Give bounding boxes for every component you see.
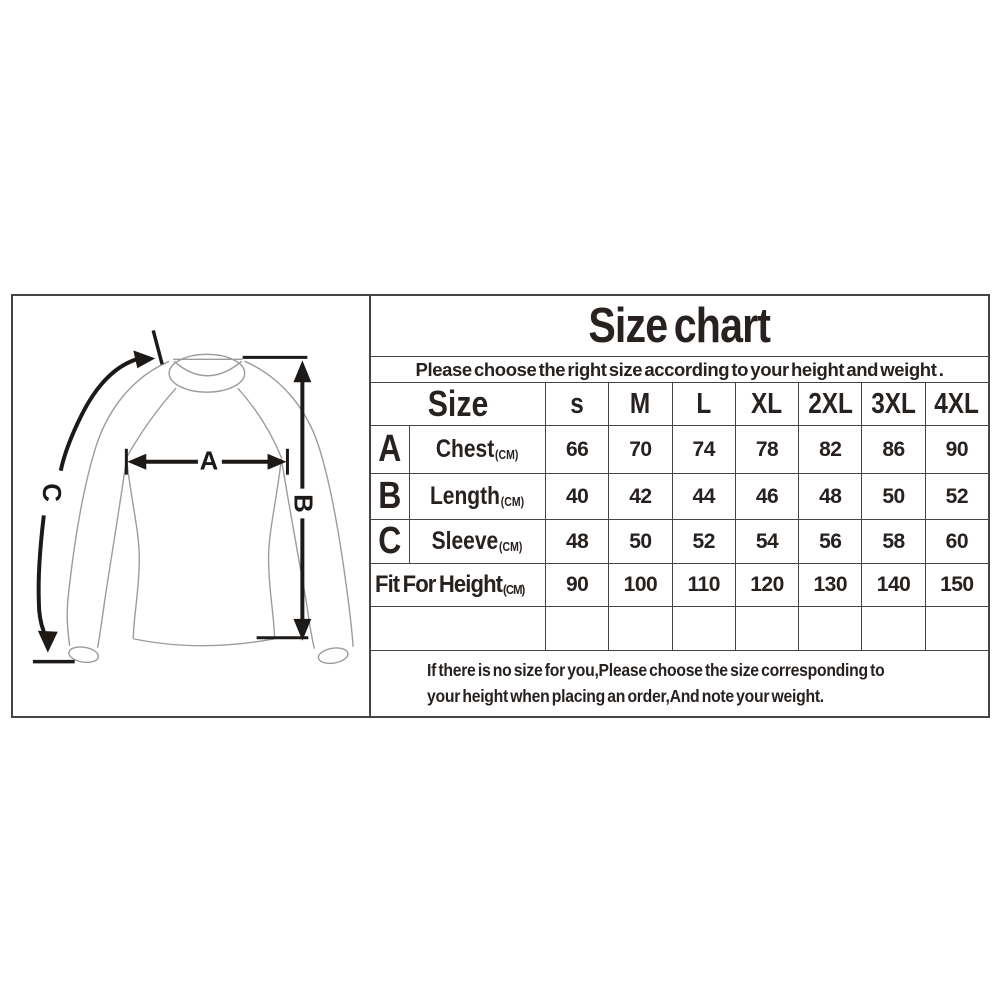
sleeve-left-outer	[67, 361, 169, 645]
table-subtitle-row	[371, 357, 988, 383]
chest-value-3xl: 86	[861, 426, 924, 473]
sleeve-value-l: 52	[672, 520, 735, 563]
empty-cell	[861, 607, 924, 650]
body-right-edge	[269, 458, 282, 639]
table-row-empty	[371, 607, 988, 651]
fit-value-3xl: 140	[861, 564, 924, 606]
row-label-length: Length (CM)	[409, 474, 545, 519]
table-row-fit-height	[371, 564, 988, 607]
fit-value-4xl: 150	[925, 564, 988, 606]
table-title: Size chart	[588, 299, 771, 353]
table-row-length	[371, 474, 988, 520]
length-value-4xl: 52	[925, 474, 988, 519]
length-value-xl: 46	[735, 474, 798, 519]
sleeve-value-m: 50	[608, 520, 671, 563]
unit-cm: (CM)	[501, 495, 525, 509]
raglan-seam-left	[126, 388, 176, 458]
sleeve-value-4xl: 60	[925, 520, 988, 563]
c-curve-lower	[39, 515, 44, 631]
header-size-3xl: 3XL	[861, 383, 924, 425]
row-letter-c: C	[378, 520, 402, 562]
empty-cell	[798, 607, 861, 650]
table-title-row	[371, 296, 988, 357]
length-value-3xl: 50	[861, 474, 924, 519]
measurement-label-c: C	[36, 483, 65, 502]
row-letter-b: B	[378, 475, 402, 517]
header-size-m: M	[608, 383, 671, 425]
empty-cell	[545, 607, 608, 650]
table-subtitle: Please choose the right size according to your height and weight .	[415, 358, 944, 380]
unit-cm: (CM)	[495, 448, 519, 462]
empty-cell	[735, 607, 798, 650]
header-size-s: s	[545, 383, 608, 425]
chest-value-s: 66	[545, 426, 608, 473]
fit-value-2xl: 130	[798, 564, 861, 606]
a-arrowhead-left	[127, 454, 146, 470]
sleeve-value-3xl: 58	[861, 520, 924, 563]
chest-value-2xl: 82	[798, 426, 861, 473]
row-label-fit-for-height: Fit For Height (CM)	[375, 571, 525, 598]
length-value-m: 42	[608, 474, 671, 519]
header-size-xl: XL	[735, 383, 798, 425]
table-footer-note	[371, 651, 988, 716]
fit-value-l: 110	[672, 564, 735, 606]
collar-inner-band	[174, 361, 242, 375]
table-row-chest	[371, 426, 988, 474]
shirt-measurement-diagram	[13, 296, 371, 716]
sleeve-value-xl: 54	[735, 520, 798, 563]
empty-cell	[608, 607, 671, 650]
measurement-label-a: A	[199, 447, 219, 476]
row-label-sleeve: Sleeve (CM)	[409, 520, 545, 563]
length-value-s: 40	[545, 474, 608, 519]
size-column-header: Size	[427, 383, 489, 424]
fit-value-s: 90	[545, 564, 608, 606]
fit-value-m: 100	[608, 564, 671, 606]
empty-cell	[672, 607, 735, 650]
row-label-chest: Chest (CM)	[409, 426, 545, 473]
chest-value-m: 70	[608, 426, 671, 473]
cuff-right	[317, 646, 349, 665]
length-value-l: 44	[672, 474, 735, 519]
body-left-edge	[126, 458, 139, 639]
chest-value-4xl: 90	[925, 426, 988, 473]
table-row-sleeve	[371, 520, 988, 564]
size-table	[371, 296, 988, 716]
unit-cm: (CM)	[503, 583, 525, 597]
b-arrowhead-up	[293, 360, 311, 382]
chest-value-l: 74	[672, 426, 735, 473]
c-arrowhead-down	[38, 631, 58, 653]
a-arrowhead-right	[268, 454, 287, 470]
header-size-l: L	[672, 383, 735, 425]
c-arrowhead-upper	[133, 350, 155, 368]
empty-cell	[371, 607, 545, 650]
table-header-row	[371, 383, 988, 426]
sleeve-value-2xl: 56	[798, 520, 861, 563]
unit-cm: (CM)	[499, 540, 523, 554]
shirt-diagram-svg	[13, 296, 369, 716]
footer-note-line-1: If there is no size for you,Please choose the size corresponding to	[427, 660, 885, 681]
row-letter-a: A	[378, 428, 402, 470]
c-shoulder-tick	[153, 330, 162, 364]
sleeve-value-s: 48	[545, 520, 608, 563]
empty-cell	[925, 607, 988, 650]
length-value-2xl: 48	[798, 474, 861, 519]
hem	[133, 639, 274, 646]
chest-value-xl: 78	[735, 426, 798, 473]
raglan-seam-right	[238, 388, 282, 458]
size-chart-sheet	[11, 294, 990, 718]
measurement-label-b: B	[288, 494, 317, 513]
sleeve-left-inner	[98, 460, 127, 648]
header-size-2xl: 2XL	[798, 383, 861, 425]
header-size-4xl: 4XL	[925, 383, 988, 425]
footer-note-line-2: your height when placing an order,And note your weight.	[427, 685, 824, 706]
fit-value-xl: 120	[735, 564, 798, 606]
